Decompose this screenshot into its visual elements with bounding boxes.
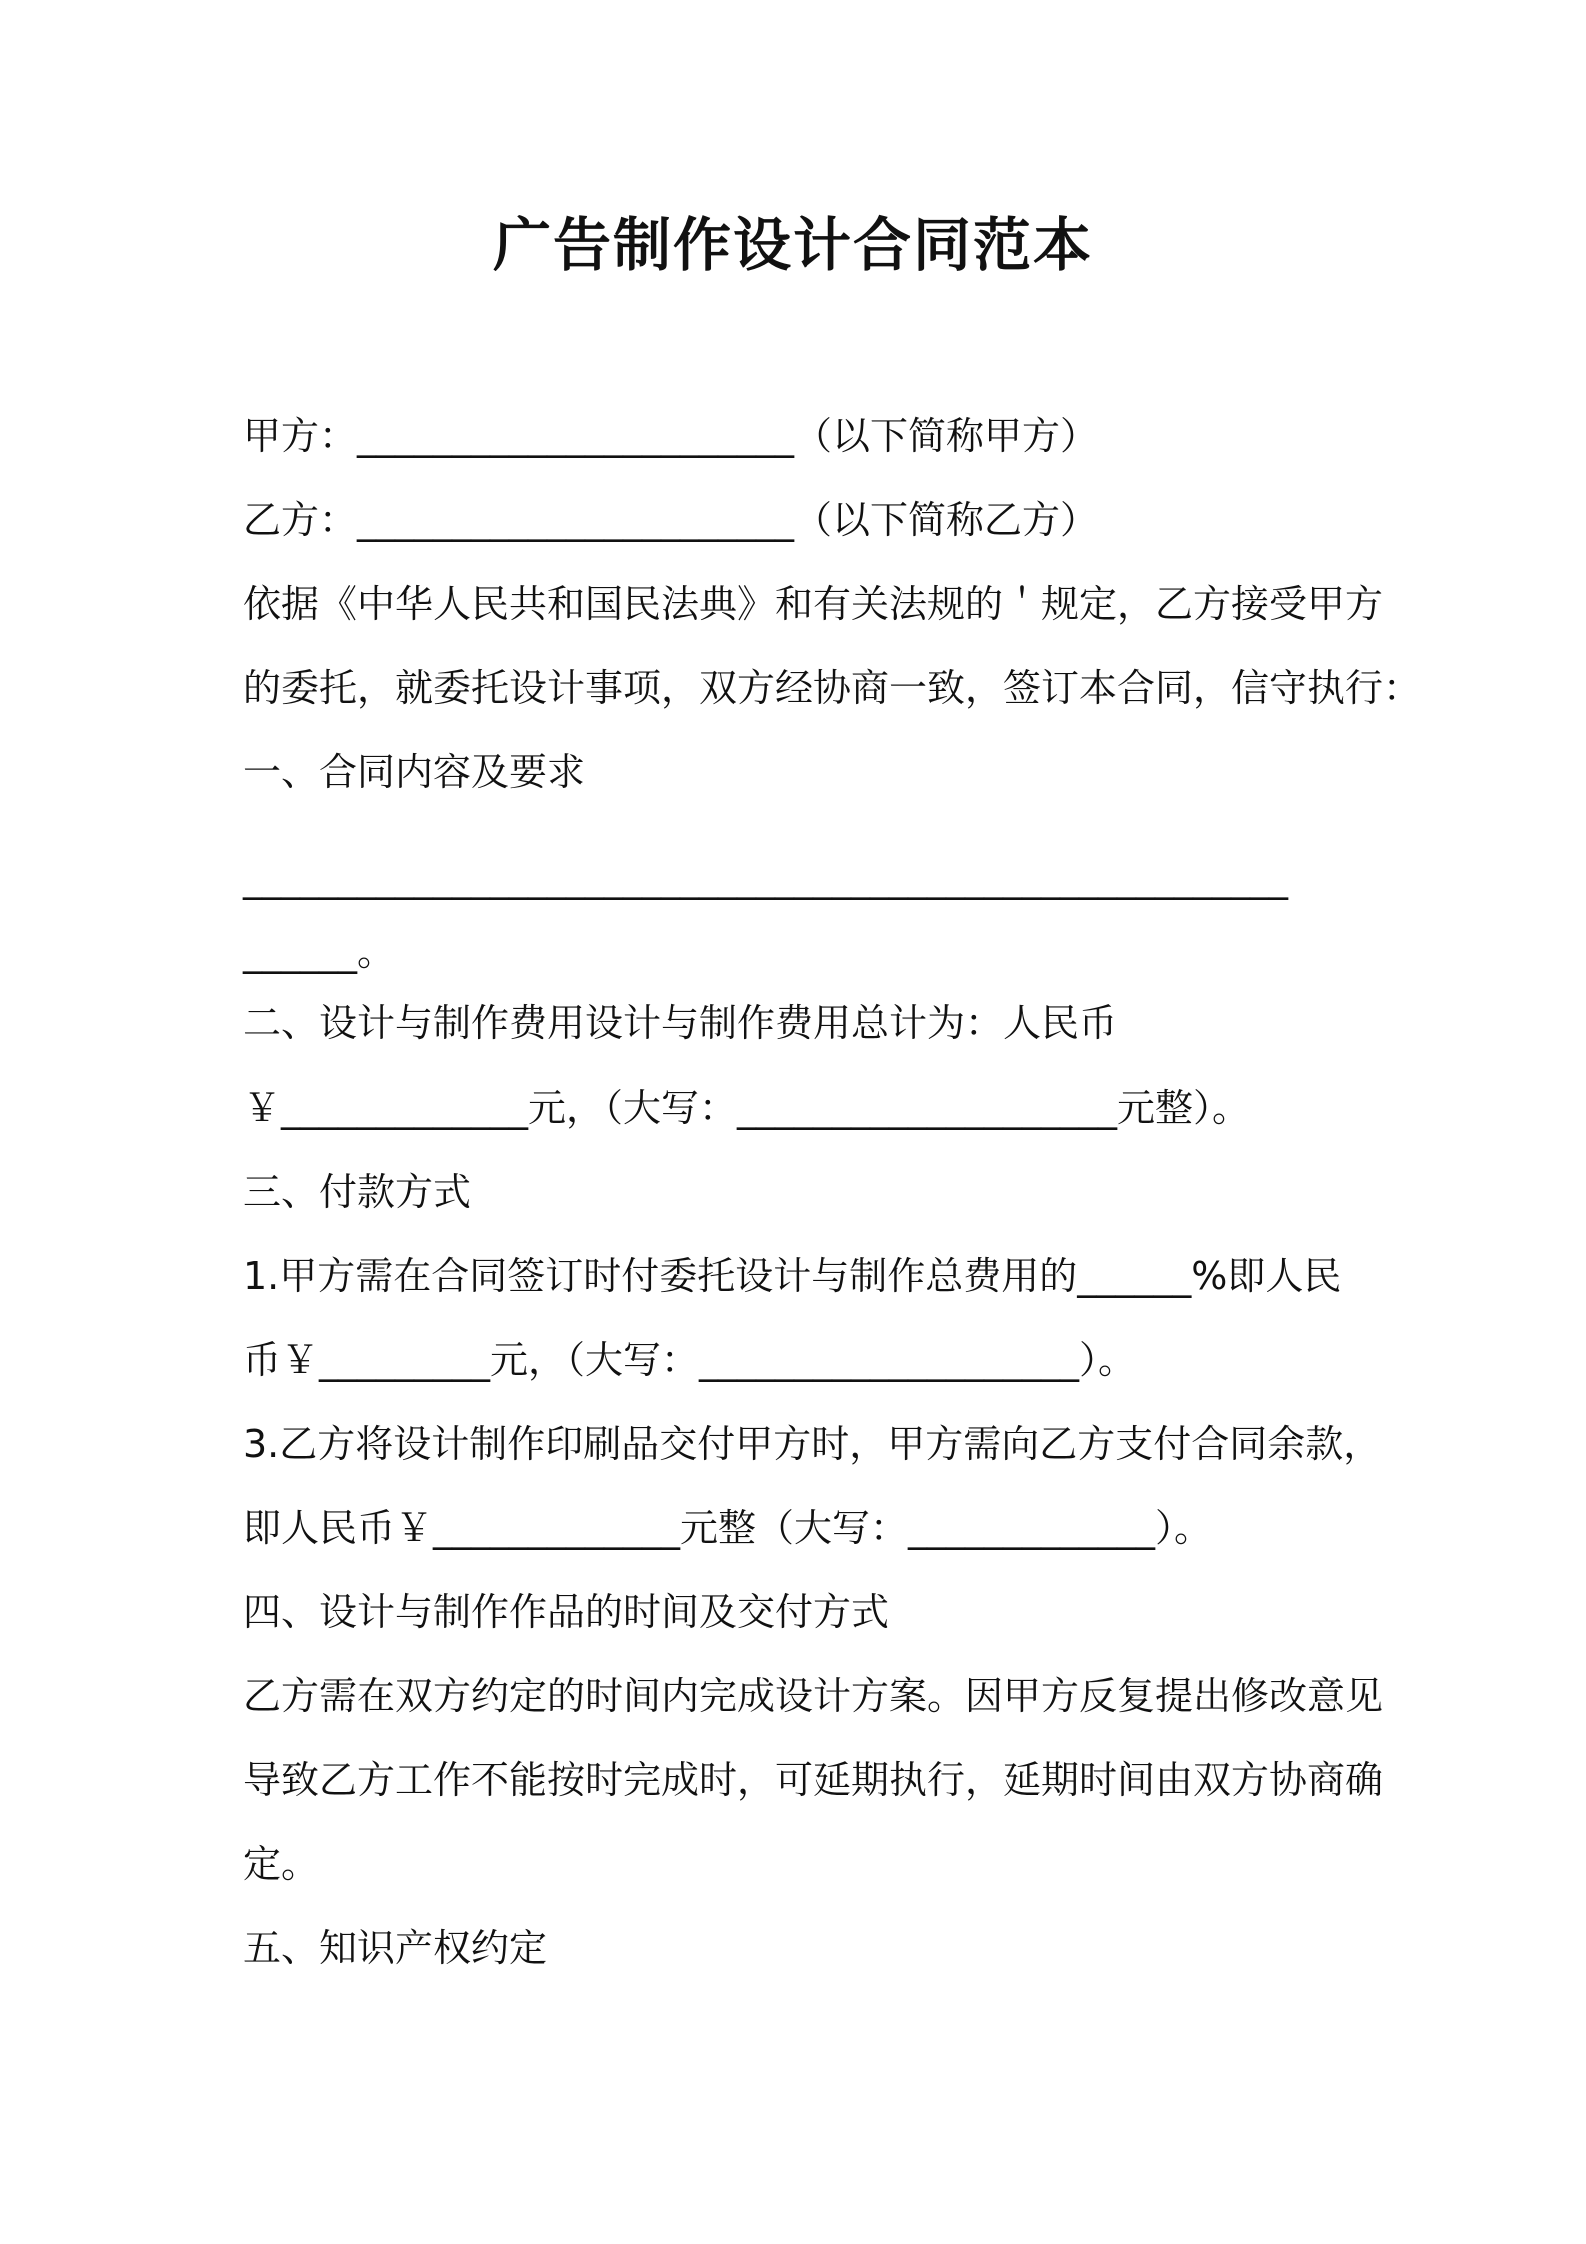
section-4-line-2: 导致乙方工作不能按时完成时，可延期执行，延期时间由双方协商确 bbox=[243, 1758, 1384, 1802]
party-b-line: 乙方：_______________________（以下简称乙方） bbox=[243, 498, 1099, 542]
section-2-heading: 二、设计与制作费用设计与制作费用总计为：人民币 bbox=[243, 1001, 1118, 1045]
payment-clause-1-line-1: 1.甲方需在合同签订时付委托设计与制作总费用的______%即人民 bbox=[243, 1254, 1342, 1298]
section-2-amount-line: ￥_____________元，（大写：____________________元整）。 bbox=[243, 1086, 1251, 1130]
section-1-blank-line-2: ______。 bbox=[243, 930, 396, 974]
payment-clause-3-line-2: 即人民币￥_____________元整（大写：_____________）。 bbox=[243, 1506, 1213, 1550]
section-4-heading: 四、设计与制作作品的时间及交付方式 bbox=[243, 1590, 890, 1634]
payment-clause-3-line-1: 3.乙方将设计制作印刷品交付甲方时，甲方需向乙方支付合同余款， bbox=[243, 1422, 1382, 1466]
document-title: 广告制作设计合同范本 bbox=[492, 211, 1093, 279]
section-3-heading: 三、付款方式 bbox=[243, 1170, 472, 1214]
section-4-line-1: 乙方需在双方约定的时间内完成设计方案。因甲方反复提出修改意见 bbox=[243, 1674, 1384, 1718]
payment-clause-1-line-2: 币￥_________元，（大写：____________________）。 bbox=[243, 1338, 1137, 1382]
section-1-heading: 一、合同内容及要求 bbox=[243, 750, 586, 794]
section-4-line-3: 定。 bbox=[243, 1842, 320, 1886]
party-a-line: 甲方：_______________________（以下简称甲方） bbox=[243, 414, 1099, 458]
section-1-blank-line-1: _______________________________________________________ bbox=[243, 856, 1288, 900]
section-5-heading: 五、知识产权约定 bbox=[243, 1926, 548, 1970]
preamble-line-2: 的委托，就委托设计事项，双方经协商一致，签订本合同，信守执行： bbox=[243, 666, 1422, 710]
preamble-line-1: 依据《中华人民共和国民法典》和有关法规的＇规定，乙方接受甲方 bbox=[243, 582, 1384, 626]
